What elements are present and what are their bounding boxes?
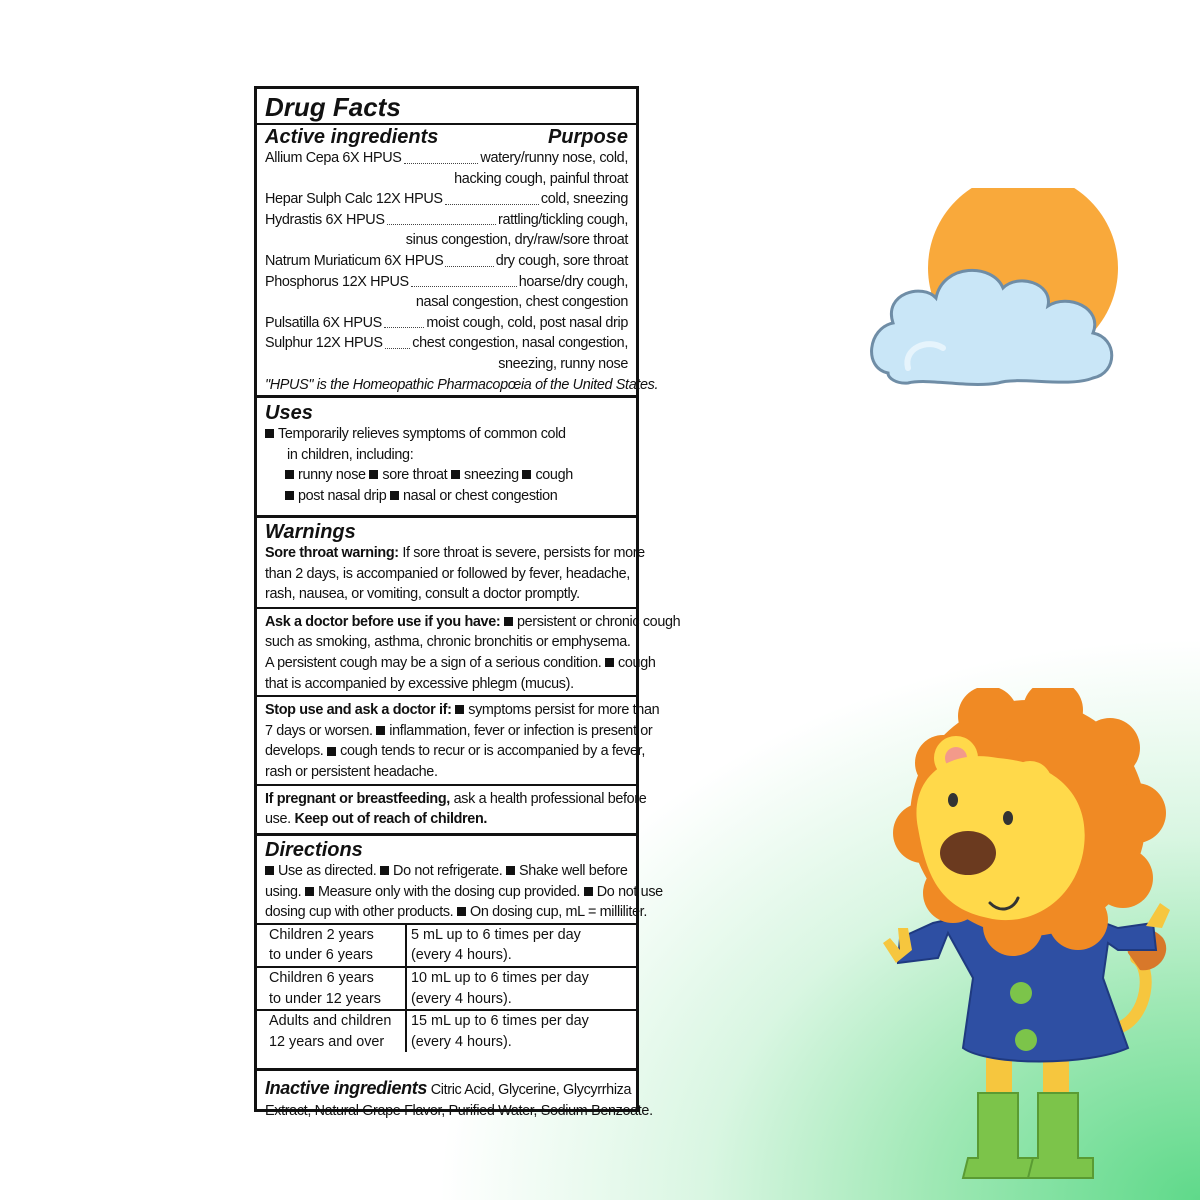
bullet-icon (380, 866, 389, 875)
stop-use-text-3: inflammation, fever or infection is present or (389, 722, 653, 739)
ingredient-name: Hydrastis 6X HPUS (265, 211, 385, 228)
inactive-text-2: Extract, Natural Grape Flavor, Purified Water, Sodium Benzoate. (265, 1102, 653, 1119)
dosing-table (257, 925, 636, 1053)
ingredient-purpose: rattling/tickling cough, (498, 211, 628, 228)
ingredient-purpose: cold, sneezing (540, 191, 628, 208)
dotted-leader (411, 272, 517, 288)
uses-section (257, 398, 636, 518)
uses-line-2: in children, including: (287, 446, 414, 463)
dosing-age (257, 925, 406, 967)
sore-throat-text-1: If sore throat is severe, persists for more (398, 545, 645, 561)
dosing-age (257, 967, 406, 1010)
ingredient-row (265, 313, 628, 334)
sore-throat-text-3: rash, nausea, or vomiting, consult a doctor promptly. (265, 586, 580, 603)
pregnancy-warning (257, 784, 647, 830)
dotted-leader (404, 148, 479, 164)
bullet-icon (522, 470, 531, 479)
ingredient-name: Sulphur 12X HPUS (265, 335, 383, 352)
ingredient-purpose-cont: hacking cough, painful throat (454, 170, 628, 187)
ingredient-purpose: hoarse/dry cough, (518, 273, 628, 290)
drug-facts-title: Drug Facts (265, 92, 401, 122)
dosing-amount-line: 15 mL up to 6 times per day (411, 1013, 589, 1030)
dosing-amount-line: (every 4 hours). (411, 1033, 512, 1050)
pregnancy-text-2: use. (265, 811, 295, 828)
ingredient-name: Phosphorus 12X HPUS (265, 273, 409, 290)
dotted-leader (445, 189, 539, 205)
lion-mascot (878, 688, 1178, 1188)
sore-throat-text-2: than 2 days, is accompanied or followed by fever, headache, (265, 565, 630, 582)
warnings-section (257, 518, 681, 836)
dosing-row (257, 925, 636, 967)
bullet-icon (584, 887, 593, 896)
dosing-amount (406, 967, 636, 1010)
dosing-age-line: to under 12 years (269, 990, 381, 1007)
dosing-amount (406, 1010, 636, 1052)
uses-item: nasal or chest congestion (403, 487, 558, 504)
dotted-leader (445, 251, 493, 267)
directions-text-3: Shake well before (519, 863, 628, 879)
ingredient-row (265, 148, 628, 169)
ask-doctor-text-4: cough (618, 654, 656, 671)
stop-use-text-6: rash or persistent headache. (265, 763, 438, 780)
directions-text-2: Do not refrigerate. (393, 863, 503, 879)
inactive-text-1: Citric Acid, Glycerine, Glycyrrhiza (427, 1082, 632, 1098)
active-ingredients-heading: Active ingredients (265, 126, 439, 148)
ingredient-purpose: moist cough, cold, post nasal drip (426, 314, 628, 331)
directions-section (257, 836, 663, 1071)
dosing-amount-line: (every 4 hours). (411, 947, 512, 964)
dosing-amount-line: 10 mL up to 6 times per day (411, 969, 589, 986)
pregnancy-text: ask a health professional before (449, 790, 647, 807)
bullet-icon (451, 470, 460, 479)
bullet-icon (285, 470, 294, 479)
bullet-icon (376, 726, 385, 735)
uses-line-1: Temporarily relieves symptoms of common cold (278, 426, 566, 442)
dosing-age-line: to under 6 years (269, 947, 373, 964)
dotted-leader (385, 333, 411, 349)
dosing-age (257, 1010, 406, 1052)
drug-facts-panel (254, 86, 681, 1119)
purpose-heading: Purpose (547, 126, 628, 148)
dosing-row (257, 1010, 636, 1052)
stop-use-warning (257, 695, 660, 783)
directions-text-8: On dosing cup, mL = milliliter. (470, 904, 647, 921)
bullet-icon (457, 907, 466, 916)
sore-throat-label: Sore throat warning: (265, 545, 399, 561)
dotted-leader (384, 313, 424, 329)
bullet-icon (390, 491, 399, 500)
ingredient-name: Natrum Muriaticum 6X HPUS (265, 252, 444, 269)
uses-heading: Uses (265, 402, 313, 424)
stop-use-text-1: symptoms persist for more than (468, 702, 660, 719)
ingredient-purpose-cont: sinus congestion, dry/raw/sore throat (405, 232, 628, 249)
directions-text-7: dosing cup with other products. (265, 904, 454, 921)
bullet-icon (506, 866, 515, 875)
ask-doctor-text-3: A persistent cough may be a sign of a serious condition. (265, 654, 602, 671)
ingredient-name: Allium Cepa 6X HPUS (265, 150, 402, 166)
bullet-icon (265, 429, 274, 438)
dosing-age-line: Children 2 years (269, 926, 374, 943)
stop-use-label: Stop use and ask a doctor if: (265, 702, 452, 719)
stop-use-text-2: 7 days or worsen. (265, 722, 373, 739)
ingredient-row (265, 251, 628, 272)
ask-doctor-text-2: such as smoking, asthma, chronic bronchitis or emphysema. (265, 634, 631, 651)
uses-item: sneezing (463, 467, 519, 484)
warnings-heading: Warnings (265, 521, 356, 543)
ingredient-row (265, 189, 628, 210)
inactive-ingredients-section (257, 1071, 653, 1121)
dosing-age-line: Children 6 years (269, 969, 374, 986)
directions-text-4: using. (265, 883, 302, 900)
uses-item: sore throat (382, 467, 448, 484)
bullet-icon (327, 747, 336, 756)
bullet-icon (265, 866, 274, 875)
ingredient-purpose-cont: nasal congestion, chest congestion (415, 294, 628, 311)
ingredient-purpose-cont: sneezing, runny nose (498, 355, 628, 372)
stop-use-text-4: develops. (265, 743, 324, 760)
uses-items-row1 (265, 465, 628, 486)
active-ingredients-section (257, 89, 659, 398)
ask-doctor-text-5: that is accompanied by excessive phlegm (mucus). (265, 675, 574, 692)
uses-item: cough (535, 467, 573, 484)
bullet-icon (369, 470, 378, 479)
keep-out-of-reach: Keep out of reach of children. (294, 811, 488, 828)
stop-use-text-5: cough tends to recur or is accompanied by a fever, (340, 743, 645, 760)
directions-text-6: Do not use (596, 883, 663, 900)
bullet-icon (285, 491, 294, 500)
directions-text-1: Use as directed. (278, 863, 377, 879)
uses-item: post nasal drip (298, 487, 387, 504)
dosing-amount-line: (every 4 hours). (411, 990, 512, 1007)
ingredient-row (265, 333, 628, 354)
ask-doctor-text-1: persistent or chronic cough (516, 613, 681, 630)
dosing-age-line: 12 years and over (269, 1033, 385, 1050)
dosing-amount-line: 5 mL up to 6 times per day (411, 926, 581, 943)
ask-doctor-warning (257, 607, 681, 695)
directions-heading: Directions (265, 839, 363, 861)
pregnancy-label: If pregnant or breastfeeding, (265, 790, 450, 807)
bullet-icon (504, 617, 513, 626)
ingredient-row (265, 272, 628, 293)
bullet-icon (605, 658, 614, 667)
dosing-row (257, 967, 636, 1010)
ingredient-purpose: dry cough, sore throat (495, 252, 628, 269)
dosing-age-line: Adults and children (269, 1013, 392, 1030)
sore-throat-warning (265, 543, 645, 607)
ingredient-purpose: chest congestion, nasal congestion, (412, 335, 628, 352)
hpus-note: "HPUS" is the Homeopathic Pharmacopœia of the United States. (265, 376, 659, 393)
dotted-leader (387, 210, 496, 226)
bullet-icon (455, 705, 464, 714)
ingredient-list (265, 148, 628, 375)
dosing-amount (406, 925, 636, 967)
uses-items-row2 (265, 486, 628, 507)
ingredient-purpose: watery/runny nose, cold, (480, 150, 628, 166)
uses-item: runny nose (298, 467, 366, 484)
inactive-ingredients-heading: Inactive ingredients (265, 1078, 428, 1098)
ingredient-name: Pulsatilla 6X HPUS (265, 314, 382, 331)
ingredient-name: Hepar Sulph Calc 12X HPUS (265, 191, 443, 208)
bullet-icon (305, 887, 314, 896)
directions-text-5: Measure only with the dosing cup provided. (317, 883, 581, 900)
ask-doctor-label: Ask a doctor before use if you have: (265, 613, 501, 630)
ingredient-row (265, 210, 628, 231)
sun-cloud-illustration (868, 188, 1138, 388)
